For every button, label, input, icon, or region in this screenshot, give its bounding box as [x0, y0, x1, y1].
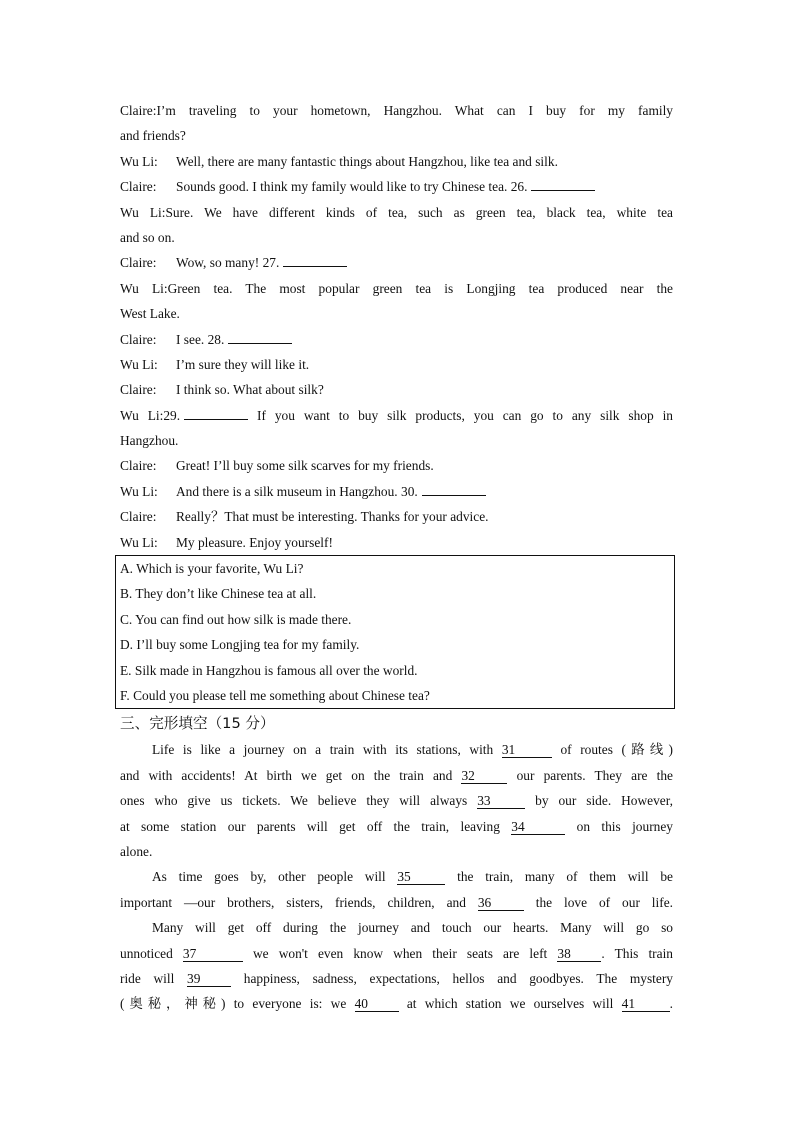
dialogue-line: Wu Li: And there is a silk museum in Hangzhou. 30. [120, 479, 673, 504]
dialogue-continuation: West Lake. [120, 306, 180, 322]
dialogue-continuation: and friends? [120, 128, 186, 144]
speaker-label: Wu Li: [120, 280, 168, 296]
passage-line: ride will 39 happiness, sadness, expectations, hellos and goodbyes. The mystery [120, 970, 673, 986]
answer-blank-26[interactable] [531, 178, 595, 191]
cloze-blank-31[interactable]: 31 [502, 743, 552, 758]
speaker-label: Claire: [120, 179, 157, 195]
cloze-passage [120, 737, 673, 1016]
dialogue-line: Claire: Wow, so many! 27. [120, 250, 673, 275]
speaker-label: Wu Li: [120, 153, 158, 169]
dialogue-line: Wu Li: Well, there are many fantastic things about Hangzhou, like tea and silk. [120, 149, 673, 174]
speaker-label: Claire: [120, 103, 157, 118]
option-c: C. You can find out how silk is made there. [120, 611, 352, 627]
dialogue-line: Claire: Sounds good. I think my family would like to try Chinese tea. 26. [120, 174, 673, 199]
speaker-label: Wu Li: [120, 534, 158, 550]
passage-line: Many will get off during the journey and touch our hearts. Many will go so [152, 920, 673, 936]
passage-line: at some station our parents will get off the train, leaving 34 on this journey [120, 818, 673, 834]
option-e: E. Silk made in Hangzhou is famous all over the world. [120, 662, 418, 678]
cloze-blank-34[interactable]: 34 [511, 820, 565, 835]
speaker-label: Wu Li: [120, 356, 158, 372]
options-box [115, 555, 675, 709]
dialogue-line: Claire:I’m traveling to your hometown, Hangzhou. What can I buy for my family [120, 103, 673, 118]
speaker-label: Wu Li: [120, 407, 164, 423]
passage-line: important —our brothers, sisters, friends, children, and 36 the love of our life. [120, 894, 673, 910]
dialogue-line: Claire: I see. 28. [120, 327, 673, 352]
option-f: F. Could you please tell me something about Chinese tea? [120, 687, 430, 703]
speaker-label: Claire: [120, 382, 157, 398]
option-d: D. I’ll buy some Longjing tea for my family. [120, 637, 360, 653]
passage-line: As time goes by, other people will 35 the train, many of them will be [152, 869, 673, 885]
cloze-blank-37[interactable]: 37 [183, 947, 243, 962]
answer-blank-28[interactable] [228, 331, 292, 344]
dialogue-line: Wu Li:29. If you want to buy silk products, you can go to any silk shop in [120, 407, 673, 423]
passage-line: and with accidents! At birth we get on the train and 32 our parents. They are the [120, 767, 673, 783]
worksheet-page [120, 98, 673, 1017]
cloze-blank-32[interactable]: 32 [461, 769, 507, 784]
speaker-label: Claire: [120, 255, 157, 271]
speaker-label: Wu Li: [120, 204, 166, 220]
passage-line: Life is like a journey on a train with its stations, with 31 of routes (路线) [152, 742, 673, 758]
cloze-blank-40[interactable]: 40 [355, 997, 399, 1012]
passage-line: unnoticed 37 we won't even know when their seats are left 38 . This train [120, 945, 673, 961]
section-title: 三、完形填空（15 分） [120, 715, 275, 733]
cloze-blank-39[interactable]: 39 [187, 972, 231, 987]
dialogue-line: Wu Li: My pleasure. Enjoy yourself! [120, 530, 673, 555]
speaker-label: Wu Li: [120, 483, 158, 499]
dialogue-line: Claire: Really？That must be interesting. Thanks for your advice. [120, 504, 673, 529]
dialogue [120, 98, 673, 555]
option-b: B. They don’t like Chinese tea at all. [120, 586, 317, 602]
cloze-blank-38[interactable]: 38 [557, 947, 601, 962]
passage-line: (奥秘，神秘) to everyone is: we 40 at which station we ourselves will 41 . [120, 996, 673, 1012]
cloze-blank-35[interactable]: 35 [397, 870, 445, 885]
dialogue-continuation: and so on. [120, 229, 175, 245]
answer-blank-30[interactable] [422, 483, 486, 496]
dialogue-line: Wu Li:Sure. We have different kinds of tea, such as green tea, black tea, white tea [120, 204, 673, 220]
speaker-label: Claire: [120, 509, 157, 525]
answer-blank-27[interactable] [283, 254, 347, 267]
cloze-blank-36[interactable]: 36 [478, 896, 524, 911]
dialogue-line: Claire: Great! I’ll buy some silk scarves for my friends. [120, 453, 673, 478]
speaker-label: Claire: [120, 331, 157, 347]
dialogue-line: Wu Li: I’m sure they will like it. [120, 352, 673, 377]
answer-blank-29[interactable] [184, 407, 248, 420]
passage-line: ones who give us tickets. We believe they will always 33 by our side. However, [120, 793, 673, 809]
speaker-label: Claire: [120, 458, 157, 474]
option-a: A. Which is your favorite, Wu Li? [120, 561, 304, 577]
passage-line: alone. [120, 843, 153, 859]
cloze-blank-33[interactable]: 33 [477, 794, 525, 809]
dialogue-line: Claire: I think so. What about silk? [120, 377, 673, 402]
dialogue-line: Wu Li:Green tea. The most popular green tea is Longjing tea produced near the [120, 280, 673, 296]
dialogue-continuation: Hangzhou. [120, 433, 179, 449]
cloze-blank-41[interactable]: 41 [622, 997, 670, 1012]
